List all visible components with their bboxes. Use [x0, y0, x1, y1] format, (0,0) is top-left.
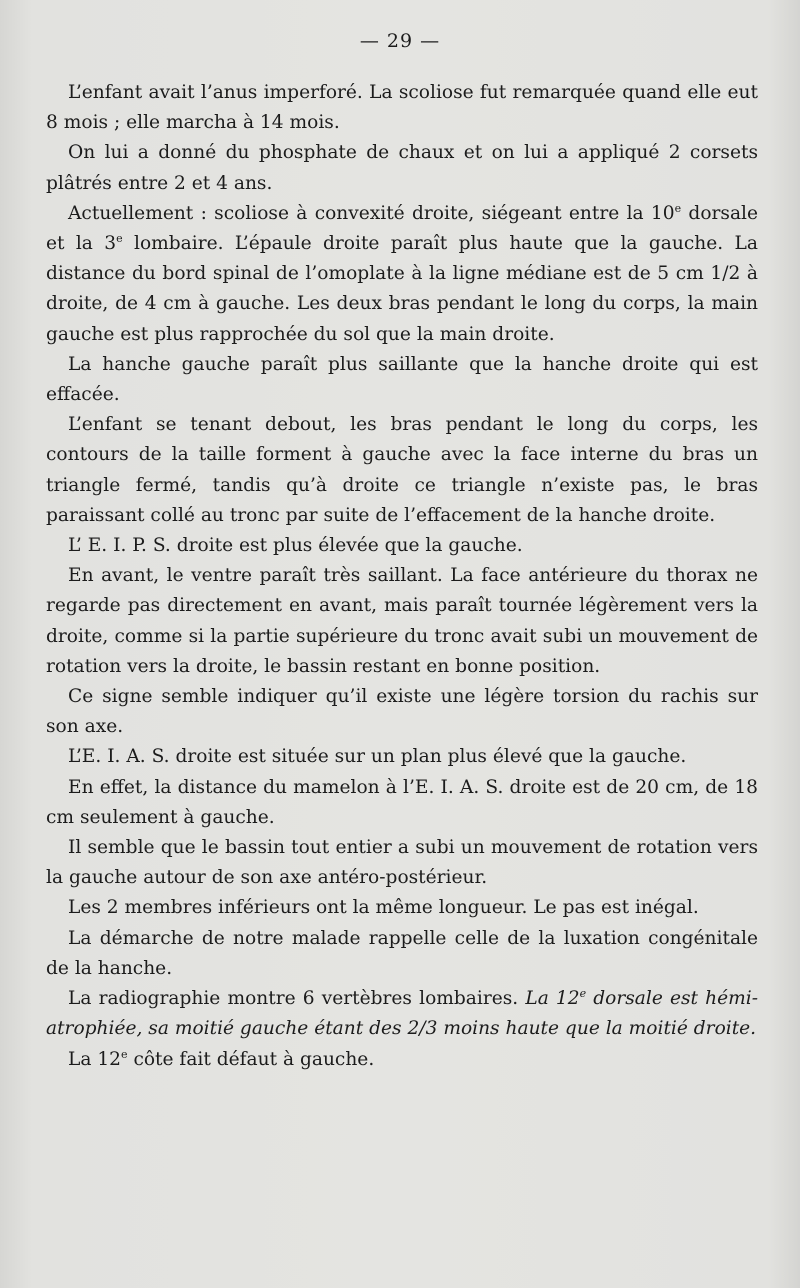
text-segment: Ce signe semble indiquer qu’il existe une légère torsion du rachis sur son axe.: [46, 686, 758, 738]
paragraph: [46, 1045, 758, 1075]
text-segment: dorsale et la 3: [46, 202, 758, 255]
text-segment: Actuellement : scoliose à convexité droite, siégeant entre la 10: [68, 202, 675, 224]
text-segment: La démarche de notre malade rappelle celle de la luxation congénitale de la hanche.: [46, 927, 758, 979]
text-segment: La radiographie montre 6 vertèbres lombaires.: [68, 988, 526, 1010]
superscript: e: [116, 232, 123, 246]
superscript: e: [579, 987, 587, 1001]
body-text: [46, 78, 758, 1075]
text-segment: On lui a donné du phosphate de chaux et on lui a appliqué 2 corsets plâtrés entre 2 et 4 ans.: [46, 142, 758, 194]
superscript: e: [674, 201, 682, 215]
text-segment: La hanche gauche paraît plus saillante que la hanche droite qui est effacée.: [46, 353, 758, 406]
paragraph: [46, 78, 758, 138]
text-segment: Les 2 membres inférieurs ont la même longueur. Le pas est inégal.: [68, 897, 699, 919]
text-segment: L’E. I. A. S. droite est située sur un plan plus élevé que la gauche.: [68, 746, 687, 768]
paragraph: [46, 984, 758, 1044]
text-segment: La 12: [525, 988, 580, 1010]
paragraph: [46, 350, 758, 410]
paragraph: [46, 138, 758, 198]
text-segment: L’enfant se tenant debout, les bras pendant le long du corps, les contours de la taille forment à gauche avec la face interne du bras un triangle fermé, tandis qu’à droite ce triangle n’existe pas, le bras paraissant collé au tronc par suite de l’effacement de la hanche droite.: [46, 414, 758, 526]
paragraph: [46, 773, 758, 833]
page-number: — 29 —: [359, 30, 441, 52]
paragraph: [46, 410, 758, 531]
text-segment: lombaire. L’épaule droite paraît plus haute que la gauche. La distance du bord spinal de l’omoplate à la ligne médiane est de 5 cm 1/2 à droite, de 4 cm à gauche. Les deux bras pendant le long du corps, la main gauche est plus rapprochée du sol que la main droite.: [46, 233, 758, 345]
paragraph: [46, 893, 758, 923]
text-segment: Il semble que le bassin tout entier a subi un mouvement de rotation vers la gauche autour de son axe antéro-postérieur.: [46, 837, 758, 889]
paragraph: [46, 531, 758, 561]
text-segment: côte fait défaut à gauche.: [127, 1048, 375, 1070]
paragraph: [46, 682, 758, 742]
paragraph: [46, 561, 758, 682]
text-segment: dorsale est hémi-atrophiée, sa moitié gauche étant des 2/3 moins haute que la moitié droite.: [46, 988, 758, 1040]
text-segment: En effet, la distance du mamelon à l’E. I. A. S. droite est de 20 cm, de 18 cm seulement à gauche.: [46, 776, 758, 828]
paragraph: [46, 742, 758, 772]
paragraph: [46, 199, 758, 350]
paragraph: [46, 833, 758, 893]
text-segment: L’ E. I. P. S. droite est plus élevée que la gauche.: [68, 535, 523, 557]
text-segment: En avant, le ventre paraît très saillant. La face antérieure du thorax ne regarde pas directement en avant, mais paraît tournée légèrement vers la droite, comme si la partie supérieure du tronc avait subi un mouvement de rotation vers la droite, le bassin restant en bonne position.: [46, 565, 758, 677]
text-segment: L’enfant avait l’anus imperforé. La scoliose fut remarquée quand elle eut 8 mois ; elle marcha à 14 mois.: [46, 82, 758, 134]
superscript: e: [121, 1047, 128, 1061]
text-segment: La 12: [68, 1048, 122, 1070]
paragraph: [46, 924, 758, 984]
